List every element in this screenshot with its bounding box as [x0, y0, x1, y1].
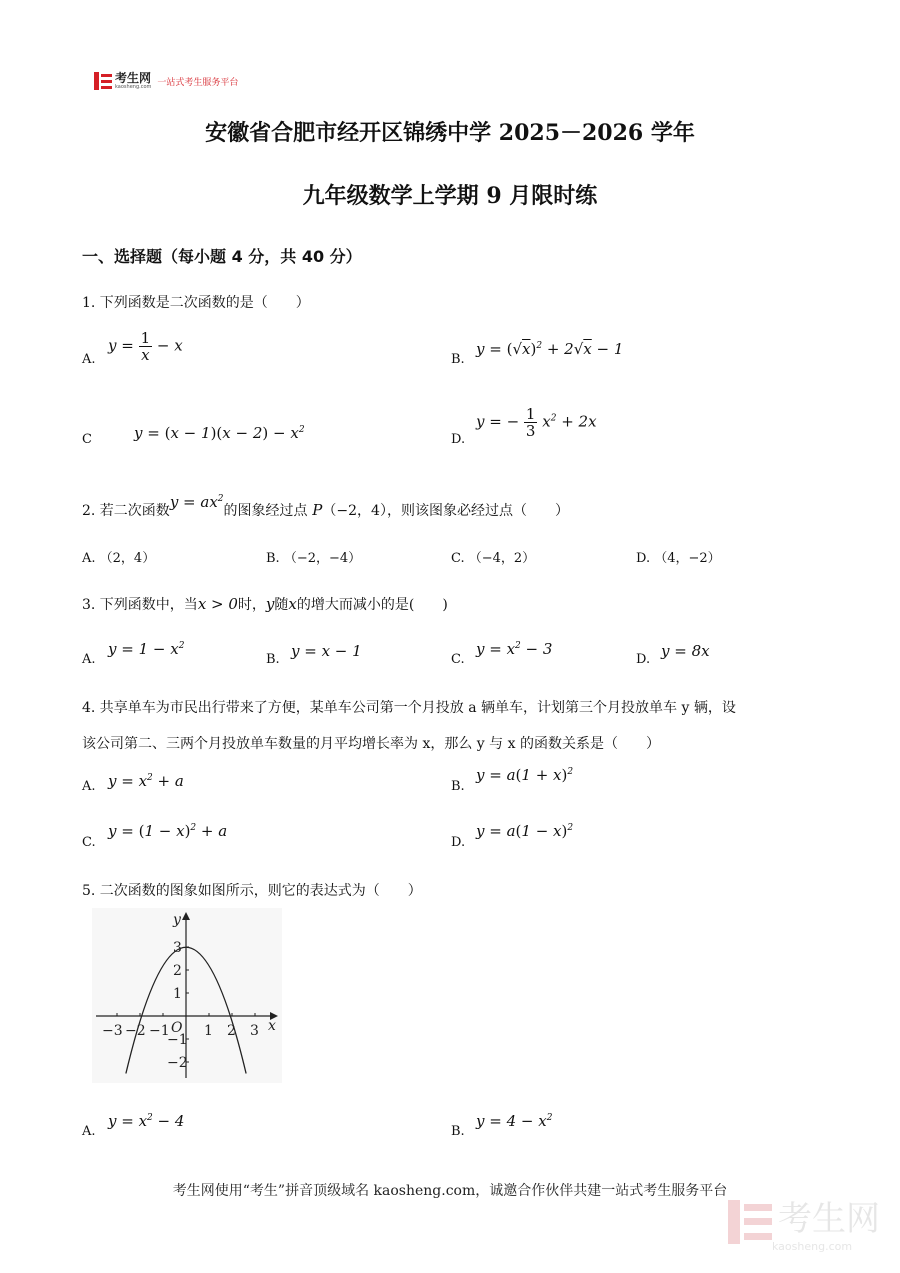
q2-option-b: B. （−2，−4） — [266, 551, 362, 566]
q5-option-b-label: B. — [451, 1124, 465, 1139]
origin-label: O — [171, 1020, 183, 1036]
q3-option-c-formula: $y = x^2 - 3$ — [476, 640, 553, 658]
y-tick-label-1: 1 — [173, 986, 182, 1002]
watermark-logo-icon — [728, 1200, 772, 1244]
q3-option-a-formula: $y = 1 - x^2$ — [108, 640, 185, 658]
question-3-stem: 3. 下列函数中，当x > 0时，y随x的增大而减小的是( ) — [82, 595, 448, 613]
q3-option-c-label: C. — [451, 652, 465, 667]
question-4-line1: 4. 共享单车为市民出行带来了方便，某单车公司第一个月投放 a 辆单车，计划第三个月投放单车 y 辆，设 — [82, 700, 736, 716]
kaosheng-logo-icon — [94, 72, 112, 90]
logo-name: 考生网 — [115, 71, 152, 85]
q4-option-c-formula: $y = (1 - x)^2 + a$ — [108, 822, 228, 840]
q5-option-a-formula: $y = x^2 - 4$ — [108, 1112, 185, 1130]
header-slogan: 一站式考生服务平台 — [157, 77, 239, 88]
x-tick-label-neg1: −1 — [149, 1023, 170, 1039]
header-logo — [94, 72, 238, 90]
logo-domain: kaosheng.com — [115, 84, 152, 90]
q5-option-a-label: A. — [82, 1124, 96, 1139]
q4-option-a-formula: $y = x^2 + a$ — [108, 772, 184, 790]
q1-option-d-formula: y = − $\frac{1}{3}$ $x^2 + 2x$ — [476, 405, 597, 440]
q3-option-d-formula: y = 8x — [661, 642, 710, 660]
q1-option-c-label: C — [82, 432, 92, 447]
q3-option-b-label: B. — [266, 652, 280, 667]
x-tick-label-neg3: −3 — [102, 1023, 123, 1039]
y-tick-label-neg2: −2 — [167, 1055, 188, 1071]
page-title-line1: 安徽省合肥市经开区锦绣中学 2025－2026 学年 — [205, 120, 695, 146]
q1-option-b-formula: $y = (√x)^2 + 2√x - 1$ — [476, 340, 624, 358]
q1-option-a-label: A. — [82, 352, 96, 367]
section-heading: 一、选择题（每小题 4 分，共 40 分） — [82, 247, 362, 266]
y-tick-label-neg1: −1 — [167, 1032, 188, 1048]
q4-option-d-label: D. — [451, 835, 466, 850]
x-tick-label-2: 2 — [227, 1023, 236, 1039]
q3-option-d-label: D. — [636, 652, 651, 667]
q5-option-b-formula: $y = 4 - x^2$ — [476, 1112, 553, 1130]
q4-option-a-label: A. — [82, 779, 96, 794]
q1-option-d-label: D. — [451, 432, 466, 447]
y-tick-label-3: 3 — [173, 940, 182, 956]
question-1-stem: 1. 下列函数是二次函数的是（ ） — [82, 295, 310, 311]
q1-option-c-formula: $y = (x - 1)(x - 2) - x^2$ — [134, 424, 305, 442]
x-tick-label-1: 1 — [204, 1023, 213, 1039]
q4-option-d-formula: $y = a(1 - x)^2$ — [476, 822, 574, 840]
y-axis-label: y — [173, 912, 181, 928]
question-2-stem: 2. 若二次函数$y = ax^2$的图象经过点 P（−2，4），则该图象必经过点（ ） — [82, 493, 569, 519]
q3-option-b-formula: y = x − 1 — [291, 642, 362, 660]
x-tick-label-neg2: −2 — [125, 1023, 146, 1039]
q3-option-a-label: A. — [82, 652, 96, 667]
x-tick-label-3: 3 — [250, 1023, 259, 1039]
watermark — [728, 1191, 880, 1253]
watermark-name: 考生网 — [778, 1199, 880, 1239]
q2-option-c: C. （−4，2） — [451, 551, 536, 566]
parabola-graph — [92, 908, 282, 1083]
q2-option-d: D. （4，−2） — [636, 551, 721, 566]
q1-option-b-label: B. — [451, 352, 465, 367]
question-4-line2: 该公司第二、三两个月投放单车数量的月平均增长率为 x，那么 y 与 x 的函数关系是（ ） — [82, 736, 660, 752]
watermark-domain: kaosheng.com — [772, 1240, 853, 1253]
x-axis-label: x — [268, 1018, 276, 1034]
q2-option-a: A. （2，4） — [82, 551, 156, 566]
page-title-line2: 九年级数学上学期 9 月限时练 — [302, 183, 598, 209]
q4-option-c-label: C. — [82, 835, 96, 850]
question-5-stem: 5. 二次函数的图象如图所示，则它的表达式为（ ） — [82, 883, 422, 899]
y-tick-label-2: 2 — [173, 963, 182, 979]
page-footer: 考生网使用“考生”拼音顶级域名 kaosheng.com，诚邀合作伙伴共建一站式考生服务平台 — [172, 1183, 728, 1199]
q1-option-a-formula: y = $\frac{1}{x}$ − x — [108, 329, 183, 364]
q4-option-b-label: B. — [451, 779, 465, 794]
q4-option-b-formula: $y = a(1 + x)^2$ — [476, 766, 574, 784]
